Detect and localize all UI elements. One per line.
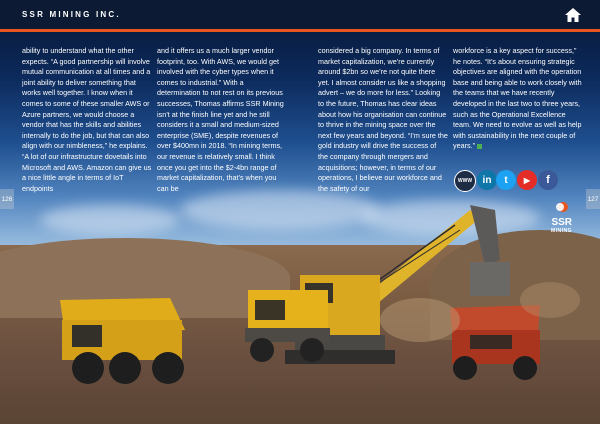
- article-column-3: [318, 46, 448, 194]
- linkedin-icon[interactable]: in: [477, 170, 497, 190]
- article-column-1: [22, 46, 152, 194]
- page-number-left: 126: [0, 189, 14, 209]
- header-accent-line: [0, 29, 600, 32]
- youtube-icon[interactable]: ▶: [517, 170, 537, 190]
- facebook-icon[interactable]: f: [538, 170, 558, 190]
- www-icon[interactable]: WWW: [454, 170, 476, 192]
- article-column-4: [453, 46, 583, 152]
- page-number-right: 127: [586, 189, 600, 209]
- twitter-icon[interactable]: t: [496, 170, 516, 190]
- column-text: considered a big company. In terms of market capitalization, we’re currently around $2bn so we’re not quite there yet. I almost consider us like a shopping advert – we do more for less.” Looking to the future, Thomas has clear ideas about how his organisation can continue to thrive in the mining space over the next few years and beyond. “I’m sure the gold industry will drive the success of the company through mergers and acquisitions; however, in terms of our operations, I believe our workforce and the safety of our: [318, 46, 448, 193]
- column-text: [453, 46, 583, 152]
- logo-mark: [538, 201, 572, 213]
- column-text: ability to understand what the other expects. “A good partnership will involve mutual communication at all times and a joint ability to deliver something that works well together. I know when it comes to some of these smaller AWS or Azure partners, we would choose a vendor that has the skills and abilities internally to do the job, but that can also align with our nimbleness,” he explains. “A lot of our infrastructure dovetails into Microsoft and AWS. Amazon can give us a nice little angle in terms of IoT endpoints: [22, 46, 152, 193]
- home-icon[interactable]: [565, 8, 581, 22]
- logo-text-primary: SSR: [551, 217, 572, 228]
- logo-text-secondary: MINING: [550, 228, 572, 234]
- end-mark: [477, 144, 482, 149]
- column-text-span: workforce is a key aspect for success,” he notes. “It’s about ensuring strategic objectives are aligned with the operation base and being able to work closely with the teams that we have recently developed in the last two to three years, such as the Operational Excellence team. We need to evolve as well as help with sustainability in the next couple of years.”: [453, 46, 582, 151]
- brand-name: SSR MINING INC.: [22, 10, 121, 19]
- article-column-2: [157, 46, 287, 194]
- ssr-mining-logo: [538, 200, 572, 234]
- column-text: and it offers us a much larger vendor footprint, too. With AWS, we would get involved with the cyber types when it comes to industrial.” With a determination to not rest on its previous successes, Thomas affirms SSR Mining isn’t at the finish line yet and he still considers it a small and medium-sized enterprise (SME), despite revenues of over $400mn in 2018. “In mining terms, our revenue is relatively small. I think once you get into the $2-4bn range of market capitalization, that’s when you can be: [157, 46, 284, 193]
